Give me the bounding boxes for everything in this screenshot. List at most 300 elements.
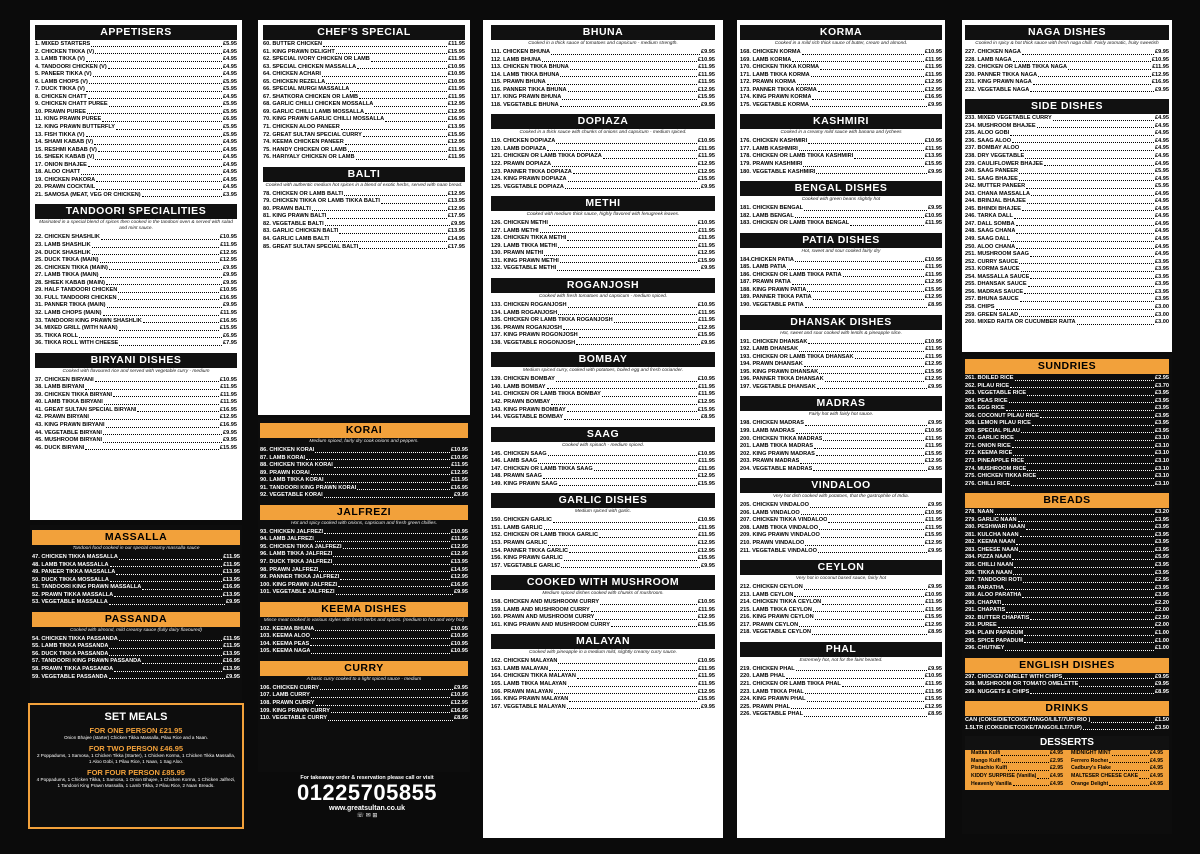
website-link[interactable]: www.greatsultan.co.uk [329, 805, 405, 812]
menu-item [740, 138, 942, 146]
dot-leader [381, 198, 447, 204]
menu-item [260, 470, 468, 478]
menu-item-price: £9.95 [701, 703, 715, 710]
menu-item-name: 285. CHILLI NAAN [965, 562, 1014, 569]
menu-panel-naga-side [962, 20, 1172, 352]
menu-item-price: £12.95 [447, 101, 465, 108]
menu-item [965, 405, 1169, 413]
menu-item-price: £13.95 [222, 650, 240, 657]
menu-item-name: 90. LAMB TIKKA KORAI [260, 477, 324, 484]
menu-item-name: 152. CHICKEN OR LAMB TIKKA GARLIC [491, 532, 599, 539]
menu-item [263, 49, 465, 57]
menu-item-name: 160. PRAWN AND MUSHROOM CURRY [491, 614, 595, 621]
menu-item [965, 600, 1169, 608]
menu-item-price: £16.95 [219, 406, 237, 413]
menu-item-name: 153. PRAWN GARLIC [491, 539, 548, 546]
menu-item-price: £11.95 [925, 346, 942, 353]
menu-item [965, 532, 1169, 540]
menu-item [965, 274, 1169, 282]
menu-item-price: £10.95 [697, 450, 715, 457]
dot-leader [1016, 221, 1154, 227]
dot-leader [100, 272, 223, 278]
menu-item [35, 79, 237, 87]
menu-item-price: £9.95 [701, 101, 715, 108]
menu-item [491, 599, 715, 607]
menu-item [491, 391, 715, 399]
menu-item-name: 72. GREAT SULTAN SPECIAL CURRY [263, 131, 362, 138]
dot-leader [91, 41, 222, 47]
menu-item-name: 224. KING PRAWN PHAL [740, 696, 806, 703]
menu-item [35, 250, 237, 258]
menu-item-name: 159. LAMB AND MUSHROOM CURRY [491, 606, 590, 613]
dot-leader [1010, 130, 1154, 136]
menu-item-name: 89. PRAWN KORAI [260, 469, 310, 476]
menu-item-price: £3.70 [1155, 382, 1169, 389]
menu-item-price: £1.00 [1155, 637, 1169, 644]
dot-leader [786, 673, 924, 679]
dot-leader [595, 614, 697, 620]
menu-item [263, 228, 465, 236]
menu-item-name: 44. VEGETABLE BIRYANI [35, 429, 102, 436]
dessert-price: £2.95 [1050, 757, 1063, 764]
menu-item [263, 236, 465, 244]
menu-item-name: 292. BUTTER CHAPATIS [965, 614, 1030, 621]
menu-item-name: 58. PRAWN TIKKA PASSANDA [32, 666, 114, 673]
menu-item-name: 220. LAMB PHAL [740, 673, 786, 680]
menu-item-price: £11.95 [451, 477, 468, 484]
menu-item [491, 169, 715, 177]
menu-item-name: 282. KEEMA NAAN [965, 539, 1016, 546]
menu-item-price: £12.95 [697, 168, 715, 175]
menu-item-name: 74. KEEMA CHICKEN PANEER [263, 139, 344, 146]
menu-item [965, 674, 1169, 682]
menu-item-name: 198. CHICKEN MADRAS [740, 420, 805, 427]
menu-item [491, 563, 715, 571]
dot-leader [611, 622, 697, 628]
section-heading-garlic-dishes: GARLIC DISHES [491, 493, 715, 508]
section-description: Medium spiced with garlic. [574, 509, 632, 515]
dessert-name: Mango Kulfi [971, 757, 1001, 764]
dot-leader [1026, 183, 1154, 189]
menu-item-name: 214. CHICKEN TIKKA CEYLON [740, 599, 822, 606]
menu-item [740, 532, 942, 540]
dot-leader [118, 295, 219, 301]
menu-item-name: 39. CHICKEN TIKKA BIRYANI [35, 391, 113, 398]
menu-item [35, 414, 237, 422]
dot-leader [1020, 145, 1154, 151]
menu-item-name: 261. BOILED RICE [965, 375, 1014, 381]
section-description: Hot, sweet and sour cooked with lentils & pineapple slice. [780, 330, 902, 336]
dot-leader [569, 696, 697, 702]
dessert-name: Mattka Kulfi [971, 750, 1001, 757]
menu-item-price: £2.00 [1155, 607, 1169, 614]
menu-item [35, 310, 237, 318]
dot-leader [568, 176, 697, 182]
phone-number[interactable]: 01225705855 [296, 780, 438, 805]
menu-item-price: £11.95 [220, 384, 237, 391]
menu-item [35, 340, 237, 348]
menu-item [965, 638, 1169, 646]
menu-item-name: 250. ALOO CHANA [965, 243, 1016, 250]
dot-leader [1083, 725, 1154, 731]
dot-leader [350, 86, 447, 92]
menu-item-price: £16.95 [450, 707, 468, 714]
menu-item [740, 443, 942, 451]
menu-item-name: 239. CAULIFLOWER BHAJEE [965, 160, 1044, 167]
menu-item-price: £11.95 [698, 317, 715, 324]
menu-item-price: £9.95 [701, 265, 715, 272]
menu-item-price: £12.95 [1151, 71, 1169, 78]
dot-leader [114, 592, 222, 598]
menu-item-name: 128. CHICKEN TIKKA METHI [491, 235, 567, 242]
menu-item [740, 161, 942, 169]
menu-item-name: 281. KULCHA NAAN [965, 531, 1019, 538]
dot-leader [544, 525, 698, 531]
menu-item-name: 7. DUCK TIKKA (V) [35, 86, 85, 93]
dot-leader [1016, 244, 1154, 250]
menu-item-price: £10.95 [450, 648, 468, 655]
menu-item [260, 708, 468, 716]
menu-item-price: £11.95 [925, 680, 942, 687]
menu-item [491, 102, 715, 110]
menu-item [965, 79, 1169, 87]
dot-leader [331, 708, 450, 714]
menu-item-name: 61. KING PRAWN DELIGHT [263, 48, 335, 55]
menu-item-price: £3.00 [1155, 319, 1169, 326]
menu-item [35, 56, 237, 64]
menu-item [260, 648, 468, 656]
dot-leader [818, 548, 927, 554]
menu-item-price: £5.95 [223, 101, 237, 108]
menu-item-price: £8.95 [454, 715, 468, 722]
menu-item-price: £3.95 [1155, 397, 1169, 404]
dot-leader [567, 407, 697, 413]
menu-item-price: £9.95 [928, 420, 942, 427]
menu-item [491, 64, 715, 72]
menu-item-name: 225. PRAWN PHAL [740, 703, 791, 710]
menu-item-name: 139. CHICKEN BOMBAY [491, 376, 555, 383]
menu-item-name: 193. CHICKEN OR LAMB TIKKA DHANSAK [740, 353, 854, 360]
menu-item-price: £10.95 [450, 454, 468, 461]
menu-item-name: 144. VEGETABLE BOMBAY [491, 414, 564, 421]
menu-item-price: £5.95 [1155, 168, 1169, 175]
dot-leader [95, 377, 219, 383]
menu-item-price: £11.95 [698, 79, 715, 86]
menu-item-price: £16.95 [450, 484, 468, 491]
menu-item-price: £11.95 [925, 443, 942, 450]
menu-item [965, 524, 1169, 532]
menu-item-price: £4.95 [1155, 251, 1169, 258]
menu-item [740, 592, 942, 600]
menu-item [740, 146, 942, 154]
dot-leader [357, 485, 450, 491]
dot-leader [90, 414, 219, 420]
menu-item-price: £12.95 [219, 414, 237, 421]
menu-item-price: £17.95 [447, 213, 465, 220]
dot-leader [336, 589, 454, 595]
menu-item [491, 384, 715, 392]
section-heading-patia-dishes: PATIA DISHES [740, 233, 942, 248]
menu-item-name: 175. VEGETABLE KORMA [740, 101, 809, 108]
menu-item-price: £1.50 [1155, 717, 1169, 724]
menu-item-name: 64. CHICKEN ACHARI [263, 71, 321, 78]
dot-leader [1015, 435, 1154, 441]
menu-item-price: £14.95 [447, 236, 465, 243]
menu-item-price: £10.95 [924, 138, 942, 145]
menu-item-price: £4.95 [1155, 190, 1169, 197]
menu-item-price: £3.95 [223, 191, 237, 198]
section-heading-cooked-with-mushroom: COOKED WITH MUSHROOM [491, 575, 715, 590]
menu-item-name: 236. SAAG ALOO [965, 137, 1012, 144]
dot-leader [109, 101, 222, 107]
menu-item-price: £9.95 [223, 279, 237, 286]
menu-item-name: 68. GARLIC CHILLI CHICKEN MOSSALLA [263, 101, 374, 108]
menu-item [965, 319, 1169, 327]
menu-item [965, 547, 1169, 555]
menu-item-name: 117. KING PRAWN BHUNA [491, 94, 562, 101]
section-heading-korma: KORMA [740, 25, 942, 40]
menu-item-price: £10.95 [924, 673, 942, 680]
menu-item [740, 696, 942, 704]
dot-leader [1026, 524, 1154, 530]
menu-item-price: £15.95 [697, 480, 715, 487]
dot-leader [356, 154, 448, 160]
dot-leader [103, 430, 222, 436]
menu-item-name: 287. TANDOORI ROTI [965, 577, 1022, 584]
menu-item-name: 196. PANNER TIKKA DHANSAK [740, 376, 824, 383]
menu-item-price: £10.95 [924, 49, 942, 55]
menu-item-price: £11.95 [448, 41, 465, 47]
menu-item-name: 243. CHANA MASSALLA [965, 190, 1031, 197]
set-meal-two [36, 744, 236, 765]
menu-item-name: 120. LAMB DOPIAZA [491, 145, 547, 152]
menu-item-price: £12.95 [697, 398, 715, 405]
menu-item [35, 234, 237, 242]
menu-item-name: 173. PANNER TIKKA KORMA [740, 86, 817, 93]
menu-item-price: £11.95 [451, 462, 468, 469]
menu-item [740, 704, 942, 712]
menu-item-price: £12.95 [924, 539, 942, 546]
section-heading-keema-dishes: KEEMA DISHES [260, 602, 468, 617]
dot-leader [324, 529, 450, 535]
menu-item [35, 139, 237, 147]
menu-item-price: £12.95 [219, 257, 237, 264]
menu-item [740, 257, 942, 265]
menu-item [491, 481, 715, 489]
menu-item-name: 71. CHICKEN ALOO PANEER [263, 124, 340, 131]
set-meal-one-text: Onion Bhajee (starter) Chicken Tikka Massalla, Pilau Rice and a Naan. [63, 735, 208, 740]
menu-item-price: £4.95 [223, 56, 237, 63]
menu-item-name: 95. CHICKEN TIKKA JALFREZI [260, 543, 342, 550]
menu-item-name: 118. VEGETABLE BHUNA [491, 101, 559, 108]
menu-item [491, 473, 715, 481]
menu-panel-korai-curry [258, 418, 470, 772]
menu-item [35, 257, 237, 265]
section-heading-balti: BALTI [263, 167, 465, 182]
section-heading-phal: PHAL [740, 642, 942, 657]
menu-item-price: £3.95 [1155, 546, 1169, 553]
section-heading-sundries: SUNDRIES [965, 359, 1169, 374]
menu-item-name: 63. SPECIAL CHICKEN MASSALLA [263, 63, 357, 70]
menu-item-name: 59. VEGETABLE PASSANDA [32, 673, 108, 680]
menu-item-price: £11.95 [698, 458, 715, 465]
dot-leader [1024, 638, 1154, 644]
menu-item [35, 64, 237, 72]
menu-item [32, 651, 240, 659]
menu-item-price: £11.95 [698, 524, 715, 531]
menu-item [491, 184, 715, 192]
menu-item [491, 220, 715, 228]
dot-leader [560, 72, 697, 78]
section-heading-vindaloo: VINDALOO [740, 478, 942, 493]
menu-item [740, 510, 942, 518]
menu-item [35, 147, 237, 155]
dot-leader [816, 169, 927, 175]
menu-item-name: 178. CHICKEN OR LAMB TIKKA KASHMIRI [740, 153, 854, 160]
menu-item [965, 244, 1169, 252]
dot-leader [996, 304, 1154, 310]
dot-leader [142, 192, 222, 198]
dot-leader [325, 221, 450, 227]
menu-item-price: £12.95 [924, 361, 942, 368]
menu-item [491, 317, 715, 325]
dot-leader [1031, 191, 1154, 197]
dot-leader [1040, 413, 1154, 419]
menu-item [263, 71, 465, 79]
dot-leader [804, 205, 927, 211]
dot-leader [1033, 79, 1151, 85]
menu-item-price: £9.95 [223, 272, 237, 279]
dot-leader [542, 57, 697, 63]
menu-item-name: 171. LAMB TIKKA KORMA [740, 71, 810, 78]
menu-item [35, 392, 237, 400]
menu-item-price: £10.95 [924, 509, 942, 516]
menu-item [740, 458, 942, 466]
menu-item-price: £9.95 [454, 684, 468, 691]
menu-item-price: £10.95 [697, 220, 715, 227]
dot-leader [334, 462, 450, 468]
menu-item [965, 236, 1169, 244]
menu-item-name: 25. DUCK TIKKA (MAIN) [35, 257, 99, 264]
dot-leader [591, 607, 697, 613]
section-heading-curry: CURRY [260, 661, 468, 676]
menu-item-name: 45. MUSHROOM BIRYANI [35, 437, 103, 444]
dot-leader [1019, 547, 1154, 553]
menu-item-name: 189. PANNER TIKKA PATIA [740, 294, 812, 301]
menu-item-name: 237. BOMBAY ALOO [965, 145, 1020, 152]
dot-leader [557, 265, 700, 271]
menu-item [740, 94, 942, 102]
dot-leader [116, 569, 222, 575]
menu-item-name: 190. VEGETABLE PATIA [740, 302, 804, 309]
dot-leader [573, 169, 697, 175]
dessert-price: £4.95 [1050, 780, 1063, 787]
dot-leader [142, 584, 222, 590]
menu-item-price: £3.95 [1155, 296, 1169, 303]
menu-item-price: £16.95 [924, 94, 942, 101]
menu-item [260, 589, 468, 597]
menu-item [965, 57, 1169, 65]
menu-item [32, 554, 240, 562]
dot-leader [558, 310, 697, 316]
menu-item-price: £3.95 [1155, 288, 1169, 295]
menu-item [740, 614, 942, 622]
menu-item [491, 243, 715, 251]
dot-leader [1109, 758, 1149, 764]
menu-item-price: £11.95 [925, 264, 942, 271]
menu-item-name: 92. VEGETABLE KORAI [260, 492, 323, 499]
dot-leader [1024, 289, 1154, 295]
dot-leader [568, 681, 698, 687]
menu-item-price: £16.95 [219, 317, 237, 324]
menu-item-price: £3.95 [1155, 584, 1169, 591]
menu-item-price: £2.50 [1155, 614, 1169, 621]
menu-item-price: £3.10 [1155, 458, 1169, 465]
menu-item-name: 105. KEEMA NAGA [260, 648, 311, 655]
dessert-price: £4.95 [1050, 750, 1063, 757]
menu-item-price: £11.95 [698, 235, 715, 242]
menu-item-name: 151. LAMB GARLIC [491, 524, 543, 531]
menu-item-price: £9.95 [1155, 681, 1169, 688]
menu-item-name: 249. SAAG DALL [965, 236, 1011, 243]
menu-item [260, 462, 468, 470]
menu-item-price: £13.95 [924, 153, 942, 160]
section-description: A basic curry cooked to a light spiced sauce - medium [306, 676, 422, 682]
dot-leader [93, 71, 222, 77]
menu-item-name: 246. TARKA DALL [965, 213, 1013, 220]
menu-item-name: 78. CHICKEN OR LAMB BALTI [263, 190, 344, 197]
menu-item-name: 51. TANDOORI KING PRAWN MASSALLA [32, 584, 142, 591]
menu-item-name: 126. CHICKEN METHI [491, 220, 548, 227]
menu-item-price: £3.95 [1155, 531, 1169, 538]
section-description: Extremely hot, not for the faint hearted. [799, 657, 883, 663]
dot-leader [359, 244, 447, 250]
menu-item-name: 16. SHEEK KABAB (V) [35, 154, 95, 161]
menu-item-name: 187. PRAWN PATIA [740, 279, 791, 286]
menu-item-price: £12.95 [924, 279, 942, 286]
dot-leader [343, 544, 450, 550]
dot-leader [547, 79, 697, 85]
menu-item [740, 272, 942, 280]
menu-item [35, 162, 237, 170]
menu-item-price: £13.95 [222, 666, 240, 673]
dot-leader [614, 317, 698, 323]
menu-item-price: £5.95 [223, 86, 237, 93]
dot-leader [808, 138, 924, 144]
menu-item [263, 41, 465, 49]
menu-item-name: 167. VEGETABLE MALAYAN [491, 703, 566, 710]
menu-item [965, 420, 1169, 428]
dot-leader [564, 414, 700, 420]
menu-item [740, 361, 942, 369]
dot-leader [1025, 458, 1154, 464]
menu-item [965, 198, 1169, 206]
menu-item [491, 325, 715, 333]
menu-item-price: £15.95 [924, 532, 942, 539]
menu-item [491, 555, 715, 563]
menu-item [263, 139, 465, 147]
menu-item-price: £5.95 [223, 78, 237, 85]
menu-item-price: £5.95 [223, 131, 237, 138]
menu-item [740, 302, 942, 310]
dot-leader [998, 622, 1154, 628]
menu-item-name: 183. CHICKEN OR LAMB TIKKA BENGAL [740, 220, 850, 227]
menu-item-price: £11.95 [698, 309, 715, 316]
menu-item-price: £1.00 [1155, 645, 1169, 652]
menu-item [740, 213, 942, 221]
dot-leader [142, 658, 222, 664]
menu-item-price: £12.95 [219, 249, 237, 256]
